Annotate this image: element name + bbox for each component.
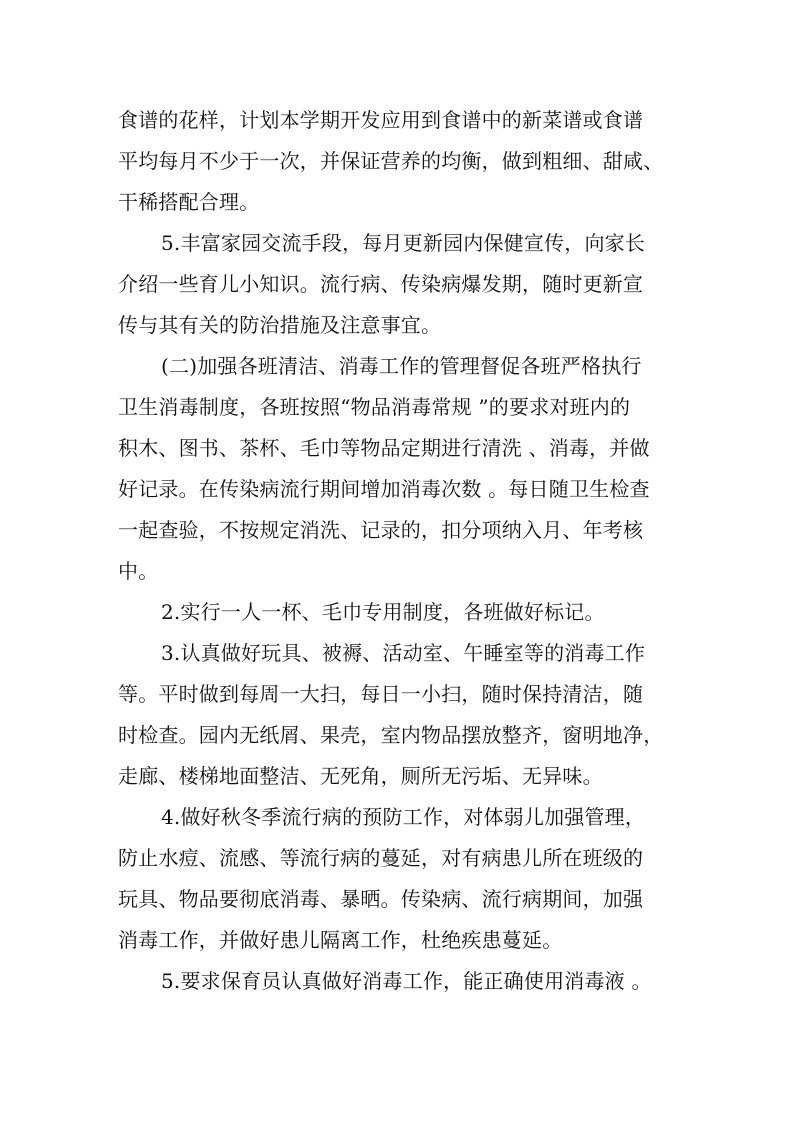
paragraph-start-line: 5.丰富家园交流手段，每月更新园内保健宣传，向家长 (161, 231, 646, 255)
text-line: 时检查。园内无纸屑、果壳，室内物品摆放整齐，窗明地净， (118, 723, 664, 747)
paragraph-start-line: 5.要求保育员认真做好消毒工作，能正确使用消毒液 。 (161, 969, 652, 993)
text-line: 走廊、楼梯地面整洁、无死角，厕所无污垢、无异味。 (118, 764, 603, 788)
text-line: 玩具、物品要彻底消毒、暴晒。传染病、流行病期间，加强 (118, 887, 644, 911)
text-line: 积木、图书、茶杯、毛巾等物品定期进行清洗 、消毒，并做 (118, 436, 650, 460)
text-line: 好记录。在传染病流行期间增加消毒次数 。每日随卫生检查 (118, 477, 650, 501)
text-line: 平均每月不少于一次，并保证营养的均衡，做到粗细、甜咸、 (118, 149, 664, 173)
text-line: 一起查验，不按规定消洗、记录的，扣分项纳入月、年考核 (118, 518, 644, 542)
text-line: 食谱的花样，计划本学期开发应用到食谱中的新菜谱或食谱 (118, 108, 644, 132)
paragraph-start-line: 3.认真做好玩具、被褥、活动室、午睡室等的消毒工作 (161, 641, 646, 665)
section-heading-line: (二)加强各班清洁、消毒工作的管理督促各班严格执行 (161, 354, 642, 378)
text-line: 传与其有关的防治措施及注意事宜。 (118, 313, 442, 337)
paragraph-start-line: 4.做好秋冬季流行病的预防工作，对体弱儿加强管理， (161, 805, 646, 829)
text-line: 介绍一些育儿小知识。流行病、传染病爆发期，随时更新宣 (118, 272, 644, 296)
text-line: 防止水痘、流感、等流行病的蔓延，对有病患儿所在班级的 (118, 846, 644, 870)
paragraph-start-line: 2.实行一人一杯、毛巾专用制度，各班做好标记。 (161, 600, 605, 624)
text-line: 等。平时做到每周一大扫，每日一小扫，随时保持清洁，随 (118, 682, 644, 706)
text-line: 消毒工作，并做好患儿隔离工作，杜绝疾患蔓延。 (118, 928, 563, 952)
text-line: 卫生消毒制度，各班按照“物品消毒常规 ”的要求对班内的 (118, 395, 631, 419)
text-line: 干稀搭配合理。 (118, 190, 260, 214)
text-line: 中。 (118, 559, 159, 583)
